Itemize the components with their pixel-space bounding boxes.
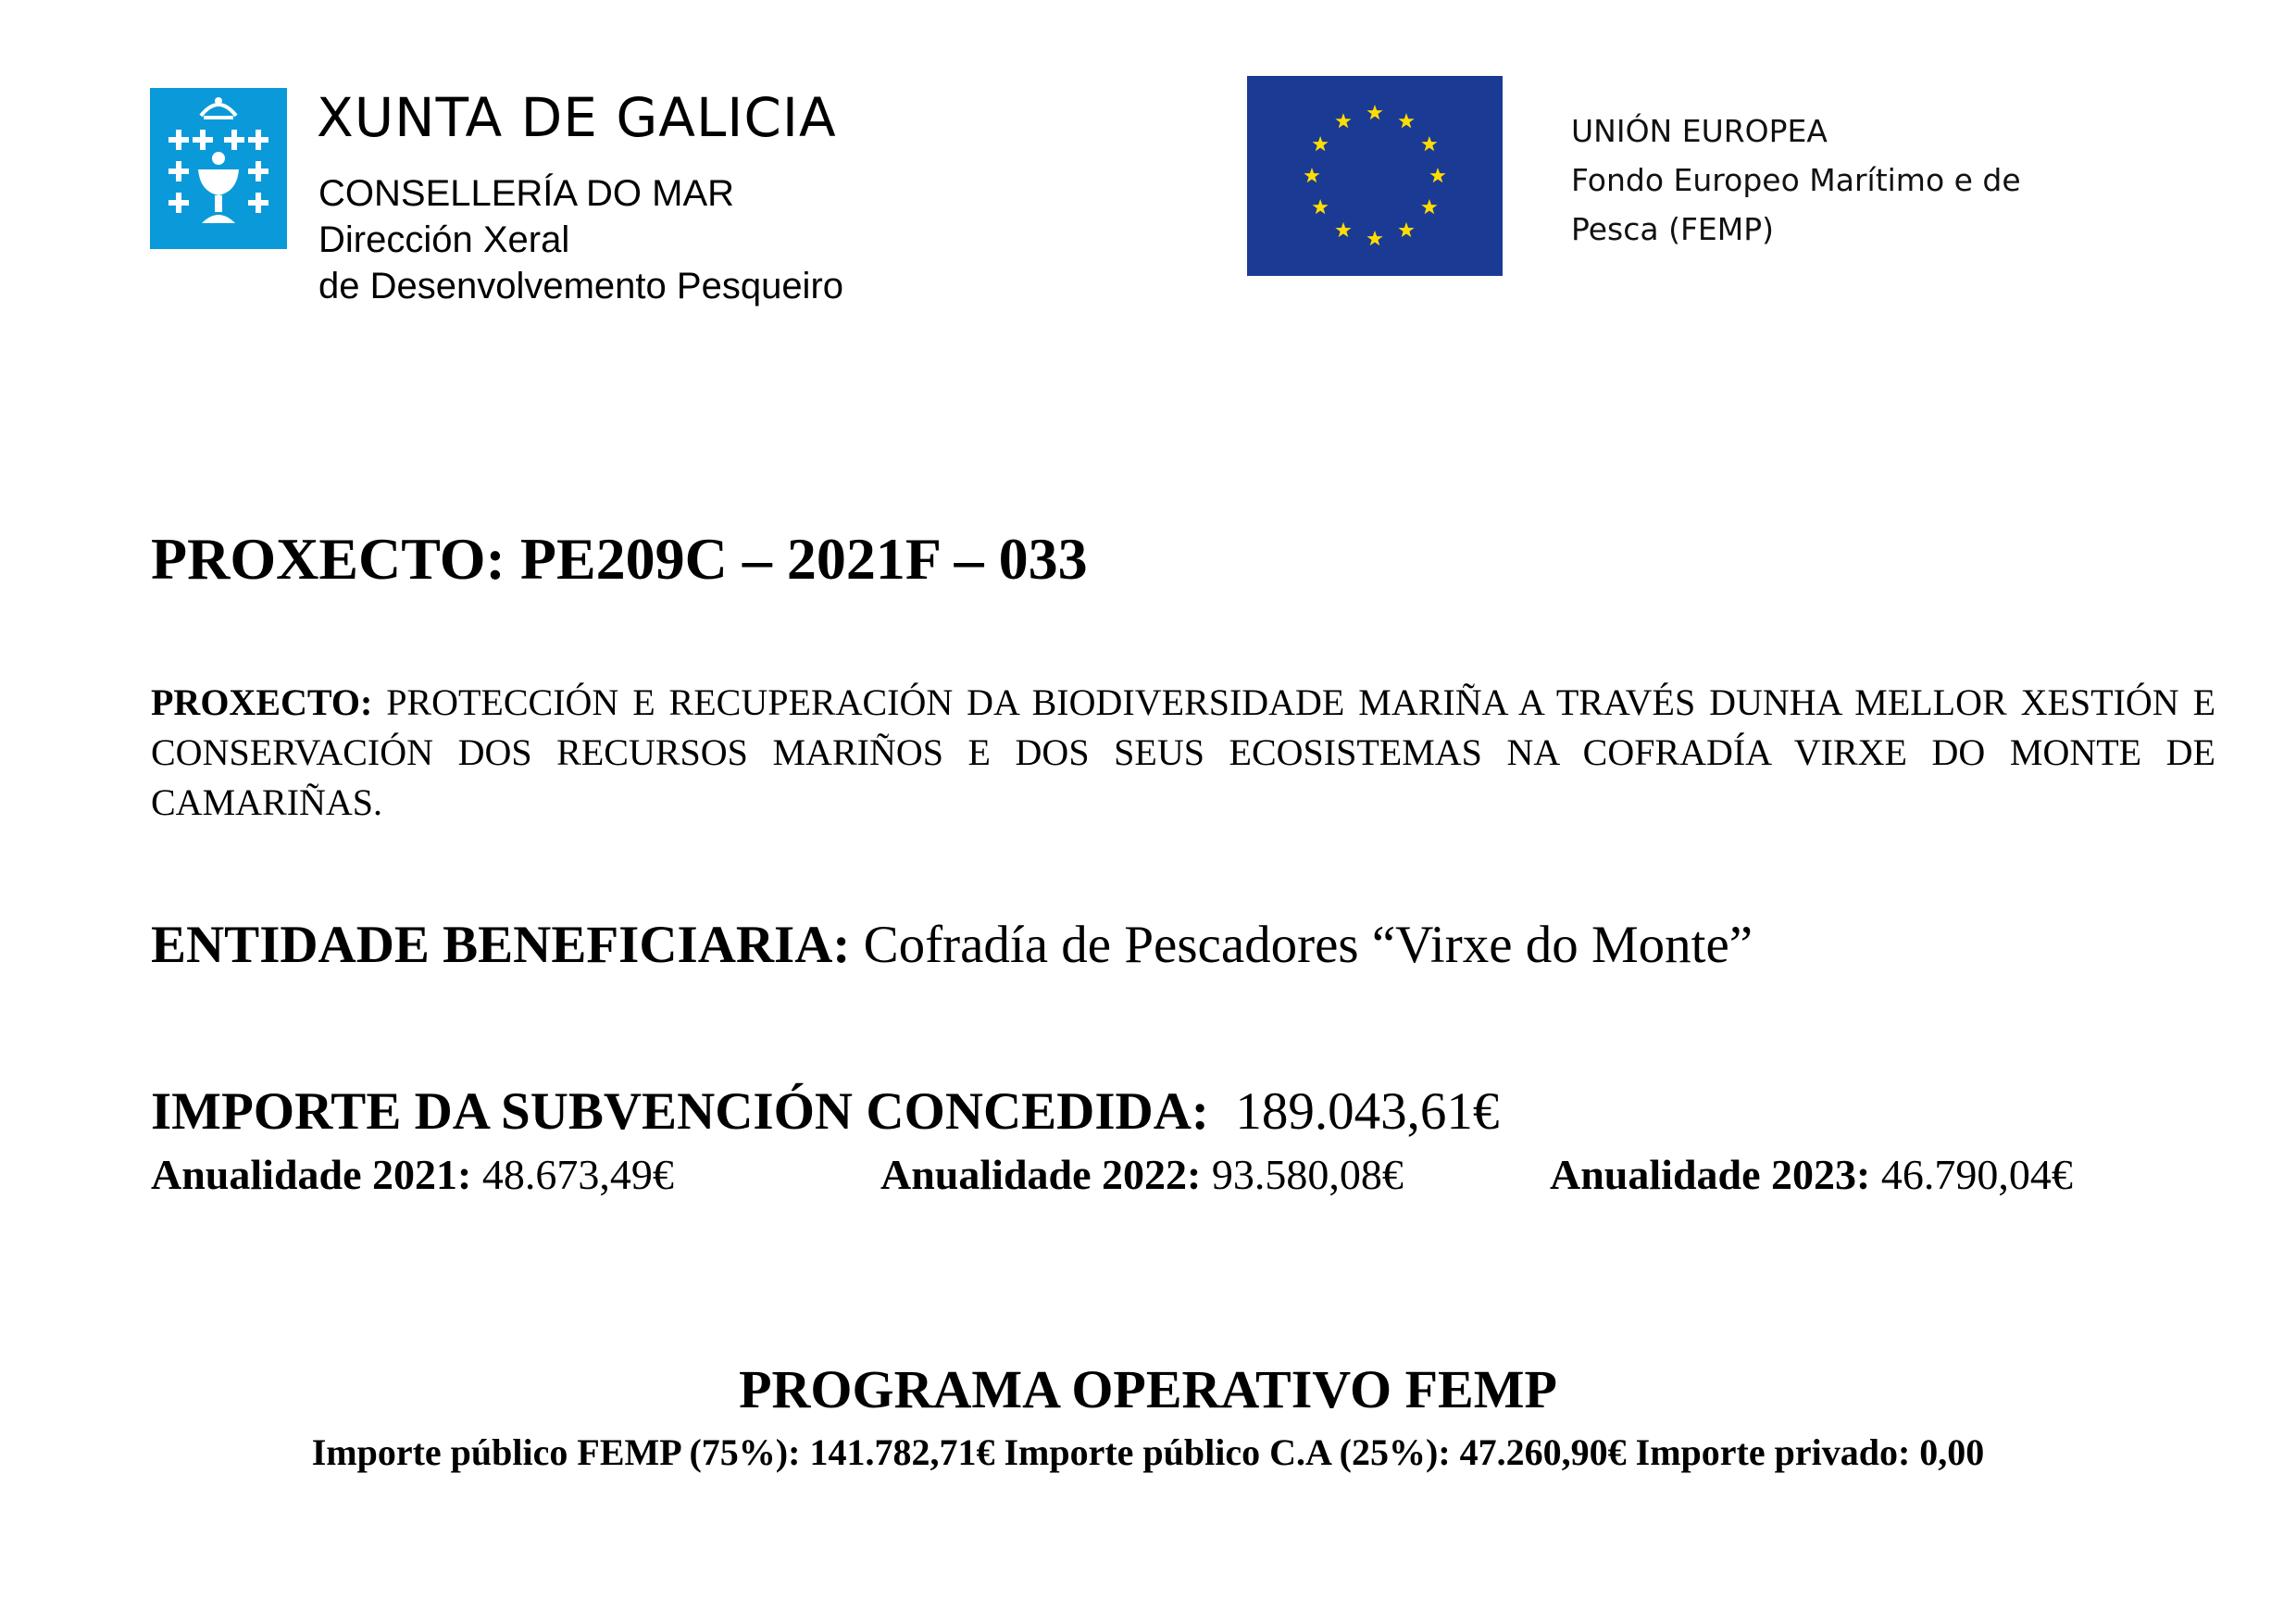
project-description (151, 678, 2215, 828)
eu-star-icon (1421, 136, 1437, 151)
grant-amount-value: 189.043,61€ (1235, 1082, 1500, 1141)
eu-fund-line-1: Fondo Europeo Marítimo e de (1571, 162, 2021, 198)
beneficiary (151, 916, 1753, 974)
project-code-heading: PROXECTO: PE209C – 2021F – 033 (151, 526, 1088, 592)
eu-star-icon (1398, 113, 1414, 128)
xunta-directorate: Dirección Xeral (318, 219, 570, 260)
xunta-emblem-logo (150, 88, 287, 249)
eu-star-icon (1304, 168, 1319, 182)
annuality-value: 48.673,49€ (481, 1151, 674, 1198)
eu-star-icon (1398, 222, 1414, 237)
eu-star-icon (1421, 199, 1437, 214)
program-title: PROGRAMA OPERATIVO FEMP (739, 1359, 1557, 1419)
eu-fund-line-2: Pesca (FEMP) (1571, 211, 1775, 247)
beneficiary-value: Cofradía de Pescadores “Virxe do Monte” (863, 916, 1753, 974)
annuality-value: 46.790,04€ (1880, 1151, 2073, 1198)
eu-flag-logo (1247, 76, 1503, 276)
annuality-label: Anualidade 2021: (151, 1151, 472, 1198)
eu-star-icon (1366, 105, 1382, 119)
eu-star-icon (1313, 199, 1329, 214)
project-description-text: PROTECCIÓN E RECUPERACIÓN DA BIODIVERSIDADE MARIÑA A TRAVÉS DUNHA MELLOR XESTIÓN E CONSERVACIÓN DOS RECURSOS MARIÑOS E DOS SEUS ECOSISTEMAS NA COFRADÍA VIRXE DO MONTE DE CAMARIÑAS. (151, 681, 2216, 823)
annuality-2021 (151, 1151, 674, 1198)
grant-amount (151, 1082, 1500, 1141)
eu-star-icon (1366, 231, 1382, 245)
eu-star-icon (1313, 136, 1329, 151)
annuality-2023 (1550, 1151, 2073, 1198)
xunta-department: CONSELLERÍA DO MAR (318, 173, 735, 214)
xunta-directorate-subtitle: de Desenvolvemento Pesqueiro (318, 266, 844, 306)
annuality-label: Anualidade 2023: (1550, 1151, 1871, 1198)
annuality-label: Anualidade 2022: (880, 1151, 1202, 1198)
eu-star-icon (1335, 113, 1351, 128)
program-amounts: Importe público FEMP (75%): 141.782,71€ Importe público C.A (25%): 47.260,90€ Importe privado: 0,00 (311, 1431, 1985, 1473)
annuality-value: 93.580,08€ (1211, 1151, 1404, 1198)
grant-amount-label: IMPORTE DA SUBVENCIÓN CONCEDIDA: (151, 1082, 1209, 1141)
annuality-2022 (880, 1151, 1404, 1198)
project-description-label: PROXECTO: (151, 681, 373, 723)
eu-title: UNIÓN EUROPEA (1571, 113, 1828, 149)
beneficiary-label: ENTIDADE BENEFICIARIA: (151, 916, 851, 974)
eu-star-icon (1429, 168, 1445, 182)
xunta-title: XUNTA DE GALICIA (317, 86, 837, 149)
eu-star-icon (1335, 222, 1351, 237)
